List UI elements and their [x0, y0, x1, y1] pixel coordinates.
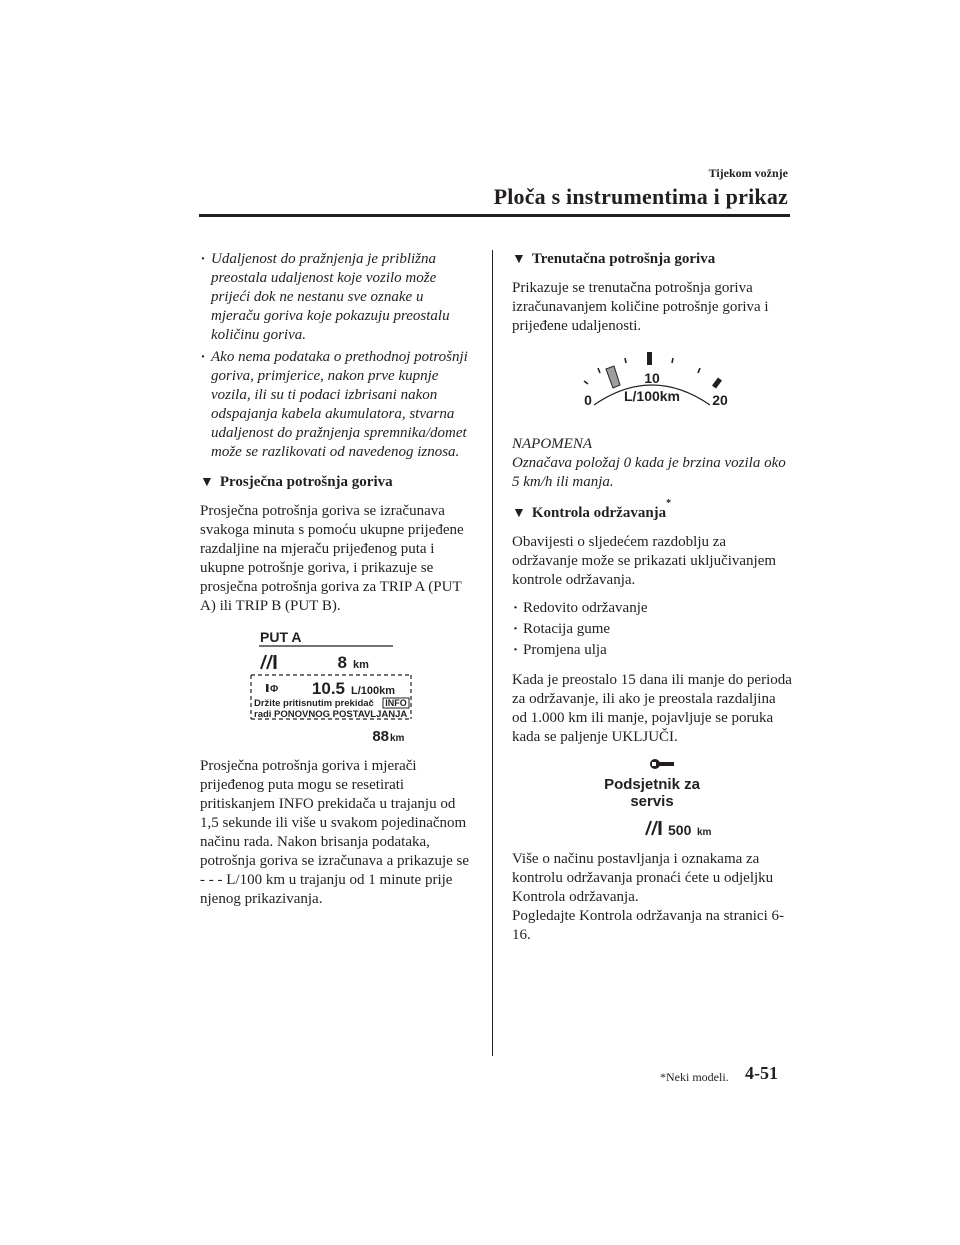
list-item: · Redovito održavanje: [513, 600, 648, 616]
header-rule: [199, 214, 790, 217]
avg-consumption-value: 10.5: [311, 679, 345, 698]
right-column: [512, 250, 792, 954]
fuel-range-icon: [646, 821, 660, 835]
left-column: [200, 250, 474, 918]
distance-notes: [200, 250, 474, 462]
gauge-unit: L/100km: [623, 388, 681, 404]
reminder-line2: servis: [630, 793, 674, 810]
triangle-down-icon: ▼: [512, 506, 526, 521]
consumption-gauge-figure: [562, 345, 742, 425]
fuel-pump-icon: [266, 684, 278, 695]
trip-distance-value: 8: [337, 653, 347, 672]
running-header-section: Tijekom vožnje: [708, 166, 788, 180]
current-consumption-heading: ▼ Trenutačna potrošnja goriva: [512, 251, 716, 267]
range-value: 88: [372, 728, 389, 745]
maintenance-para1: Obavijesti o sljedećem razdoblju za održavanje može se prikazati uključivanjem kontrole održavanja.: [512, 534, 777, 588]
avg-consumption-unit: L/100km: [351, 685, 396, 697]
triangle-down-icon: ▼: [200, 475, 214, 490]
range-unit: km: [390, 733, 405, 744]
note-heading: NAPOMENA: [512, 436, 592, 452]
wrench-icon: [650, 759, 674, 769]
reminder-unit: km: [697, 827, 712, 838]
maintenance-items: [512, 599, 792, 660]
svg-text:Φ: Φ: [270, 684, 279, 695]
trip-display-figure: [247, 625, 427, 747]
reminder-value: 500: [668, 822, 692, 838]
avg-consumption-para2: Prosječna potrošnja goriva i mjerači prijeđenog puta mogu se resetirati pritiskanjem INFO prekidača u trajanju od 1,5 sekunde ili više u svakom pojedinačnom načinu rada. Nakon brisanja podataka, potrošnja goriva se izračunava a prikazuje se - - - L/100 km u trajanju od 1 minute prije njenog prikazivanja.: [200, 758, 470, 907]
list-item: · Promjena ulja: [513, 642, 607, 658]
maintenance-para4: Pogledajte Kontrola održavanja na stranici 6-16.: [512, 908, 784, 943]
running-header-title: Ploča s instrumentima i prikaz: [493, 184, 788, 209]
maintenance-para3: Više o načinu postavljanja i oznakama za kontrolu održavanja pronaći ćete u odjeljku Kontrola održavanja.: [512, 851, 774, 905]
reset-hint-line2: radi PONOVNOG POSTAVLJANJA: [254, 709, 408, 720]
fuel-range-icon: [261, 655, 275, 669]
list-item: · Udaljenost do pražnjenja je približna preostala udaljenost koje vozilo može prijeći dok ne nestanu sve oznake u mjeraču goriva koje pokazuju preostalu količinu goriva.: [201, 251, 450, 343]
avg-consumption-para1: Prosječna potrošnja goriva se izračunava svakoga minuta s pomoću ukupne prijeđene razdaljine na mjeraču prijeđenog puta i ukupne potrošnje goriva, i prikazuje se prosječna potrošnja goriva za TRIP A (PUT A) ili TRIP B (PUT B).: [200, 503, 464, 614]
list-item: · Rotacija gume: [513, 621, 611, 637]
avg-consumption-heading: ▼ Prosječna potrošnja goriva: [200, 474, 393, 490]
gauge-min-label: 0: [584, 392, 592, 408]
maintenance-heading: ▼ Kontrola održavanja *: [512, 498, 672, 521]
gauge-max-label: 20: [712, 392, 728, 408]
page-number: 4-51: [745, 1063, 778, 1083]
trip-label: PUT A: [260, 629, 302, 645]
triangle-down-icon: ▼: [512, 252, 526, 267]
gauge-mid-label: 10: [644, 370, 660, 386]
info-button-label: INFO: [385, 698, 407, 708]
service-reminder-figure: [562, 756, 742, 840]
footer-note: *Neki modeli.: [660, 1070, 729, 1084]
maintenance-para2: Kada je preostalo 15 dana ili manje do perioda za održavanje, ili ako je preostala razdaljina od 1.000 km ili manje, pojavljuje se poruka kada se paljenje UKLJUČI.: [512, 672, 792, 745]
reminder-line1: Podsjetnik za: [604, 776, 700, 793]
column-divider: [492, 250, 493, 1056]
note-body: Označava položaj 0 kada je brzina vozila oko 5 km/h ili manja.: [512, 455, 786, 490]
trip-distance-unit: km: [353, 659, 369, 671]
current-consumption-para: Prikazuje se trenutačna potrošnja goriva izračunavanjem količine potrošnje goriva i prijeđene udaljenosti.: [512, 280, 769, 334]
list-item: · Ako nema podataka o prethodnoj potrošnji goriva, primjerice, nakon prve kupnje vozila, ili su ti podaci izbrisani nakon odspajanja kabela akumulatora, stvarna udaljenost do pražnjenja spremnika/domet može se razlikovati od navedenog iznosa.: [201, 349, 468, 460]
gauge-needle: [606, 366, 620, 388]
reset-hint-line1: Držite pritisnutim prekidač: [254, 698, 374, 709]
